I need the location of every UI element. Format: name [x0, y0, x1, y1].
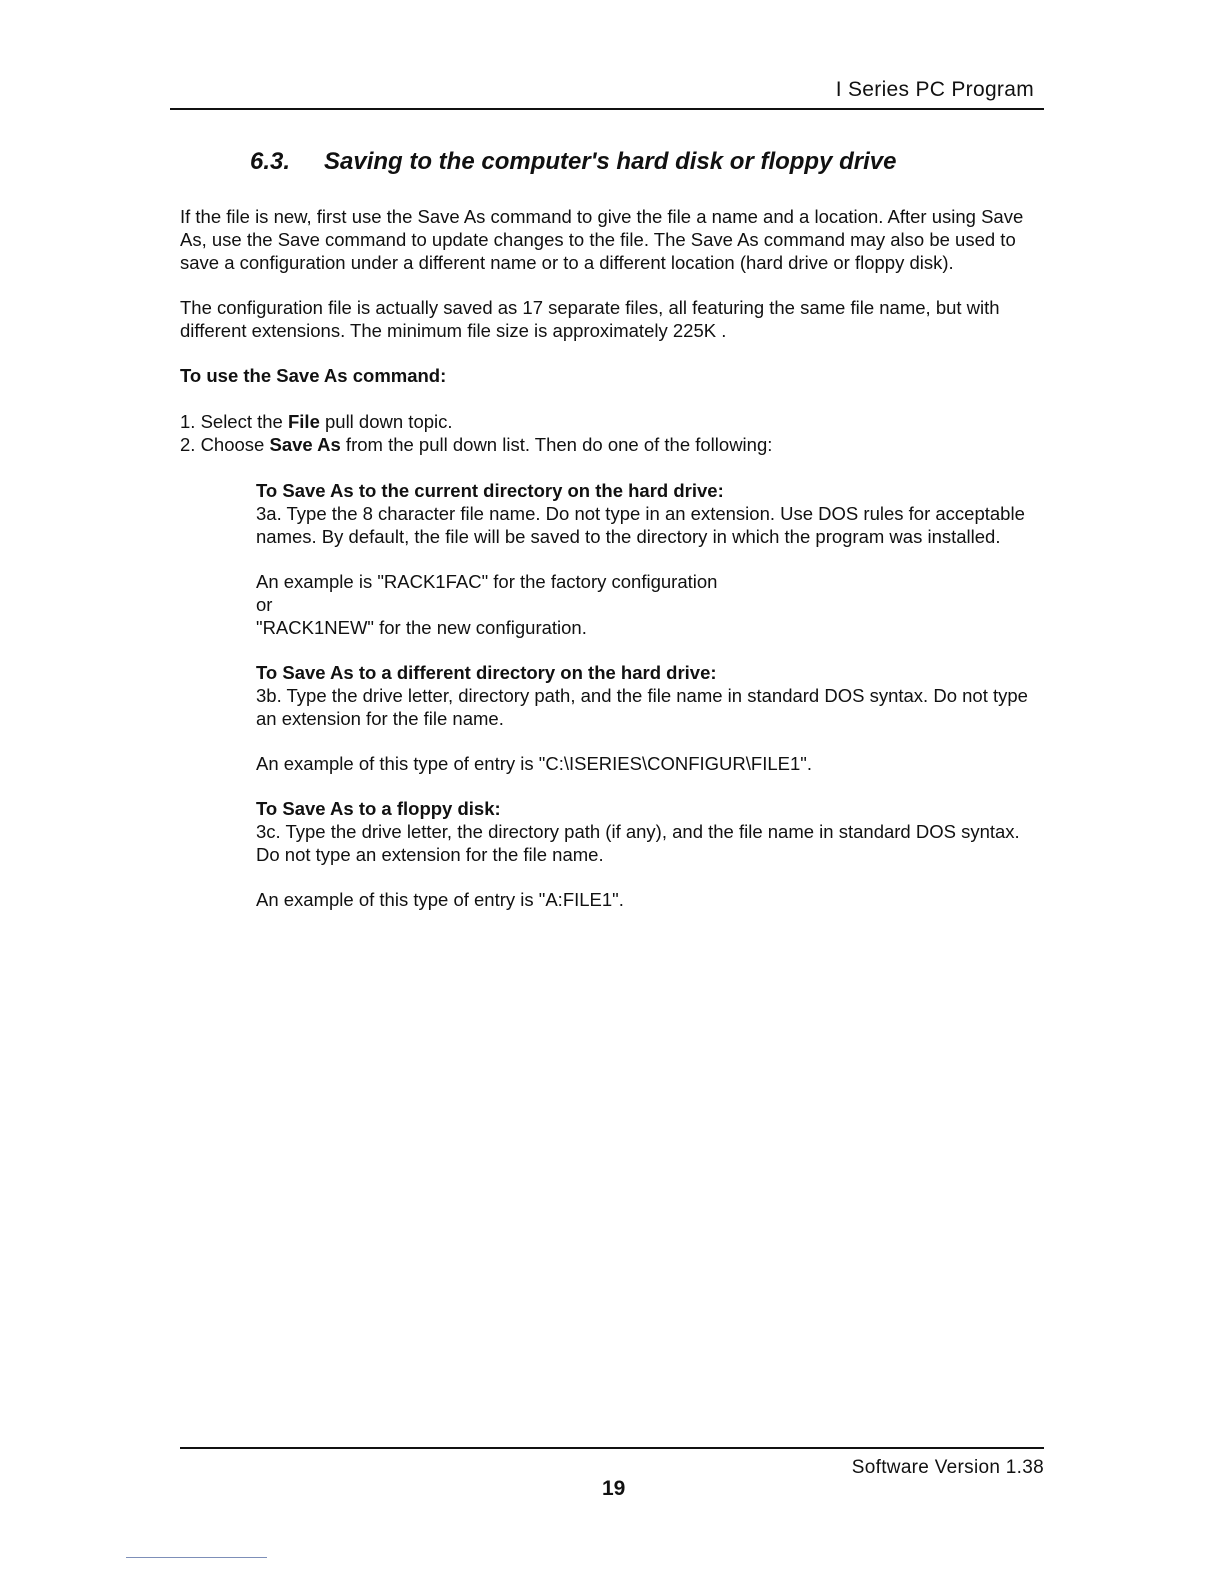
running-header: I Series PC Program [835, 78, 1034, 101]
section-title [250, 148, 896, 176]
current-dir-text: 3a. Type the 8 character file name. Do not type in an extension. Use DOS rules for acceptable names. By default, the file will be saved to the directory in which the program was installed. [256, 503, 1025, 547]
option-different-dir [256, 661, 1046, 775]
different-dir-heading: To Save As to a different directory on the hard drive: [256, 662, 717, 683]
page-number: 19 [602, 1477, 626, 1500]
footer-rule [180, 1447, 1044, 1449]
document-body [180, 205, 1040, 933]
step-2-keyword: Save As [269, 434, 341, 455]
paragraph-intro: If the file is new, first use the Save As command to give the file a name and a location. After using Save As, use the Save command to update changes to the file. The Save As command may also be used to save a configuration under a different name or to a different location (hard drive or floppy disk). [180, 206, 1024, 273]
software-version: Software Version 1.38 [851, 1457, 1044, 1478]
floppy-heading: To Save As to a floppy disk: [256, 798, 501, 819]
section-number: 6.3. [250, 148, 291, 175]
step-1: 1. Select the File pull down topic. [180, 411, 453, 432]
different-dir-text: 3b. Type the drive letter, directory path, and the file name in standard DOS syntax. Do not type an extension for the file name. [256, 685, 1028, 729]
paragraph-file-size: The configuration file is actually saved as 17 separate files, all featuring the same file name, but with different extensions. The minimum file size is approximately 225K . [180, 297, 1000, 341]
different-dir-example: An example of this type of entry is "C:\ISERIES\CONFIGUR\FILE1". [256, 753, 812, 774]
step-list [180, 410, 1040, 456]
save-as-heading: To use the Save As command: [180, 365, 447, 386]
section-title-text: Saving to the computer's hard disk or floppy drive [324, 148, 897, 175]
header-rule [170, 108, 1044, 110]
floppy-text: 3c. Type the drive letter, the directory path (if any), and the file name in standard DOS syntax. Do not type an extension for the file name. [256, 821, 1020, 865]
step-1-keyword: File [287, 411, 320, 432]
option-floppy [256, 797, 1046, 911]
option-current-dir [256, 479, 1046, 639]
scan-artifact-line [126, 1557, 267, 1558]
current-dir-example: An example is "RACK1FAC" for the factory configuration or "RACK1NEW" for the new configuration. [256, 571, 718, 638]
current-dir-heading: To Save As to the current directory on the hard drive: [256, 480, 724, 501]
step-2: 2. Choose Save As from the pull down list. Then do one of the following: [180, 434, 773, 455]
floppy-example: An example of this type of entry is "A:FILE1". [256, 889, 624, 910]
